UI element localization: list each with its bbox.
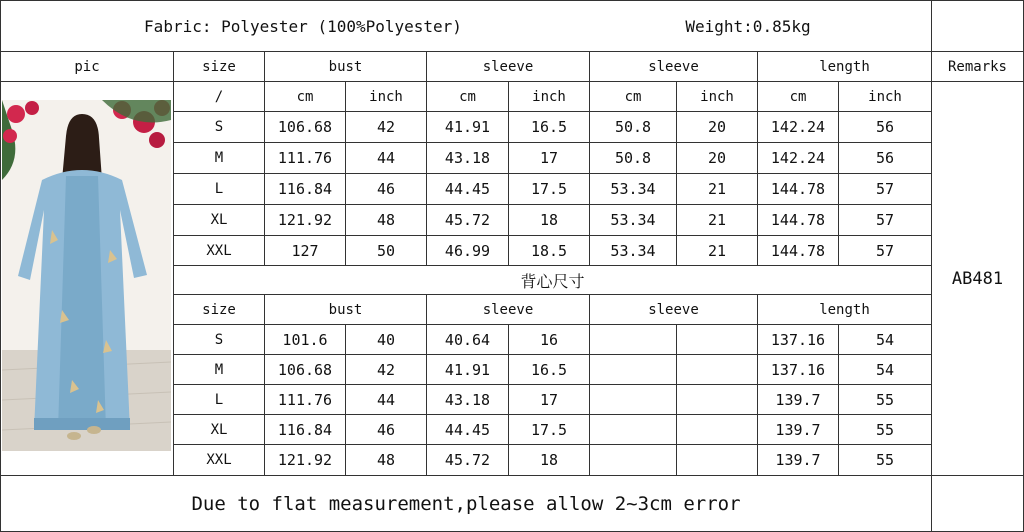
abaya-size-cell: M xyxy=(214,150,224,166)
abaya-length-inch-cell: 57 xyxy=(875,241,895,260)
abaya-sleeve-cm-cell: 43.18 xyxy=(444,149,491,167)
vest-length-cm-cell: 139.7 xyxy=(775,420,821,439)
unit-cell: inch xyxy=(532,88,566,105)
vest-sleeve-header-2: sleeve xyxy=(648,301,699,318)
vest-bust-inch-cell: 40 xyxy=(376,330,396,349)
abaya-sleeve2-cm-cell: 53.34 xyxy=(610,180,656,198)
vest-bust-cm-cell: 111.76 xyxy=(277,390,333,409)
vest-bust-cm-cell: 106.68 xyxy=(277,360,333,379)
sleeve-header-2: sleeve xyxy=(648,58,699,75)
vest-sleeve2-inch-cell xyxy=(677,355,757,384)
abaya-length-inch-cell: 57 xyxy=(875,180,895,198)
unit-cell: inch xyxy=(369,88,403,105)
vest-sleeve-cm-cell: 43.18 xyxy=(444,390,491,409)
abaya-sleeve2-inch-cell: 21 xyxy=(707,180,727,198)
measurement-note: Due to flat measurement,please allow 2~3cm error xyxy=(191,492,741,515)
vest-sleeve-cm-cell: 40.64 xyxy=(444,330,491,349)
vest-size-cell: XL xyxy=(210,421,228,438)
abaya-sleeve2-cm-cell: 50.8 xyxy=(614,118,652,136)
abaya-sleeve-cm-cell: 45.72 xyxy=(444,211,491,229)
abaya-sleeve2-inch-cell: 20 xyxy=(707,149,727,167)
unit-cell: cm xyxy=(459,88,476,105)
vest-length-inch-cell: 55 xyxy=(875,390,895,409)
abaya-sleeve-inch-cell: 18.5 xyxy=(530,241,568,260)
vest-sleeve-inch-cell: 16.5 xyxy=(530,360,568,379)
abaya-sleeve-inch-cell: 17 xyxy=(539,149,559,167)
vest-sleeve2-cm-cell xyxy=(590,445,676,475)
vest-length-inch-cell: 55 xyxy=(875,420,895,439)
abaya-size-cell: XXL xyxy=(206,242,232,259)
pic-header: pic xyxy=(74,58,100,75)
abaya-length-cm-cell: 142.24 xyxy=(770,118,826,136)
weight-label: Weight:0.85kg xyxy=(685,16,811,36)
vest-sleeve2-cm-cell xyxy=(590,325,676,354)
vest-sleeve-cm-cell: 44.45 xyxy=(444,420,491,439)
vest-sleeve-inch-cell: 18 xyxy=(539,451,559,469)
remark-code: AB481 xyxy=(951,268,1004,289)
abaya-length-cm-cell: 144.78 xyxy=(770,180,826,198)
product-photo xyxy=(2,100,171,451)
abaya-sleeve2-inch-cell: 21 xyxy=(707,241,727,260)
abaya-length-cm-cell: 144.78 xyxy=(770,211,826,229)
abaya-sleeve2-cm-cell: 50.8 xyxy=(614,149,652,167)
unit-cell: inch xyxy=(700,88,734,105)
units-slash: / xyxy=(214,88,224,105)
vest-bust-header: bust xyxy=(328,301,363,318)
vest-sleeve2-inch-cell xyxy=(677,445,757,475)
vest-length-inch-cell: 54 xyxy=(875,360,895,379)
abaya-bust-cm-cell: 106.68 xyxy=(277,118,333,136)
vest-sleeve2-inch-cell xyxy=(677,385,757,414)
vest-sleeve-inch-cell: 17.5 xyxy=(530,420,568,439)
size-header: size xyxy=(202,58,236,75)
vest-size-title: 背心尺寸 xyxy=(520,271,585,291)
abaya-bust-cm-cell: 127 xyxy=(291,241,319,260)
length-header: length xyxy=(819,58,870,75)
vest-sleeve-header-1: sleeve xyxy=(482,301,534,318)
vest-length-inch-cell: 54 xyxy=(875,330,895,349)
unit-cell: inch xyxy=(868,88,902,105)
abaya-sleeve-inch-cell: 16.5 xyxy=(530,118,568,136)
abaya-sleeve2-cm-cell: 53.34 xyxy=(610,211,656,229)
vest-sleeve-inch-cell: 16 xyxy=(539,330,559,349)
remarks-header: Remarks xyxy=(947,58,1007,75)
abaya-sleeve2-inch-cell: 21 xyxy=(707,211,727,229)
unit-cell: cm xyxy=(789,88,807,105)
abaya-length-cm-cell: 142.24 xyxy=(770,149,826,167)
vest-length-cm-cell: 137.16 xyxy=(770,330,826,349)
vest-bust-cm-cell: 101.6 xyxy=(282,330,328,349)
abaya-bust-inch-cell: 46 xyxy=(376,180,396,198)
vest-length-cm-cell: 139.7 xyxy=(775,390,821,409)
abaya-bust-cm-cell: 111.76 xyxy=(277,149,333,167)
vest-sleeve2-cm-cell xyxy=(590,355,676,384)
vest-bust-inch-cell: 48 xyxy=(376,451,396,469)
vest-size-cell: S xyxy=(214,331,224,348)
abaya-size-cell: S xyxy=(214,119,224,135)
vest-length-inch-cell: 55 xyxy=(875,451,895,469)
sleeve-header-1: sleeve xyxy=(482,58,534,75)
abaya-bust-inch-cell: 48 xyxy=(376,211,396,229)
model-in-abaya-image xyxy=(2,100,171,451)
abaya-sleeve2-cm-cell: 53.34 xyxy=(610,241,656,260)
unit-cell: cm xyxy=(296,88,314,105)
abaya-sleeve-cm-cell: 46.99 xyxy=(444,241,491,260)
abaya-bust-inch-cell: 44 xyxy=(376,149,396,167)
vest-sleeve2-inch-cell xyxy=(677,415,757,444)
abaya-size-cell: XL xyxy=(210,212,228,228)
bust-header: bust xyxy=(328,58,363,75)
abaya-bust-inch-cell: 50 xyxy=(376,241,396,260)
vest-size-cell: L xyxy=(214,391,224,408)
vest-length-cm-cell: 137.16 xyxy=(770,360,826,379)
vest-length-cm-cell: 139.7 xyxy=(775,451,821,469)
vest-sleeve-inch-cell: 17 xyxy=(539,390,559,409)
fabric-label: Fabric: Polyester (100%Polyester) xyxy=(144,16,462,36)
vest-bust-inch-cell: 42 xyxy=(376,360,396,379)
vest-size-cell: XXL xyxy=(206,452,232,468)
abaya-size-cell: L xyxy=(214,181,224,197)
abaya-sleeve2-inch-cell: 20 xyxy=(707,118,727,136)
vest-sleeve-cm-cell: 45.72 xyxy=(444,451,491,469)
vest-bust-cm-cell: 116.84 xyxy=(277,420,333,439)
vest-size-cell: M xyxy=(214,361,224,378)
vest-bust-inch-cell: 44 xyxy=(376,390,396,409)
vest-sleeve2-cm-cell xyxy=(590,415,676,444)
abaya-sleeve-inch-cell: 18 xyxy=(539,211,559,229)
vest-sleeve-cm-cell: 41.91 xyxy=(444,360,491,379)
abaya-length-inch-cell: 56 xyxy=(875,118,895,136)
vest-bust-inch-cell: 46 xyxy=(376,420,396,439)
abaya-sleeve-cm-cell: 41.91 xyxy=(444,118,491,136)
vest-sleeve2-inch-cell xyxy=(677,325,757,354)
unit-cell: cm xyxy=(624,88,642,105)
abaya-bust-cm-cell: 116.84 xyxy=(277,180,333,198)
abaya-bust-inch-cell: 42 xyxy=(376,118,396,136)
vest-sleeve2-cm-cell xyxy=(590,385,676,414)
abaya-bust-cm-cell: 121.92 xyxy=(277,211,333,229)
abaya-length-cm-cell: 144.78 xyxy=(770,241,826,260)
abaya-length-inch-cell: 56 xyxy=(875,149,895,167)
vest-bust-cm-cell: 121.92 xyxy=(277,451,333,469)
abaya-sleeve-cm-cell: 44.45 xyxy=(444,180,491,198)
abaya-length-inch-cell: 57 xyxy=(875,211,895,229)
vest-size-header: size xyxy=(202,301,236,318)
abaya-sleeve-inch-cell: 17.5 xyxy=(530,180,568,198)
vest-length-header: length xyxy=(819,301,870,318)
